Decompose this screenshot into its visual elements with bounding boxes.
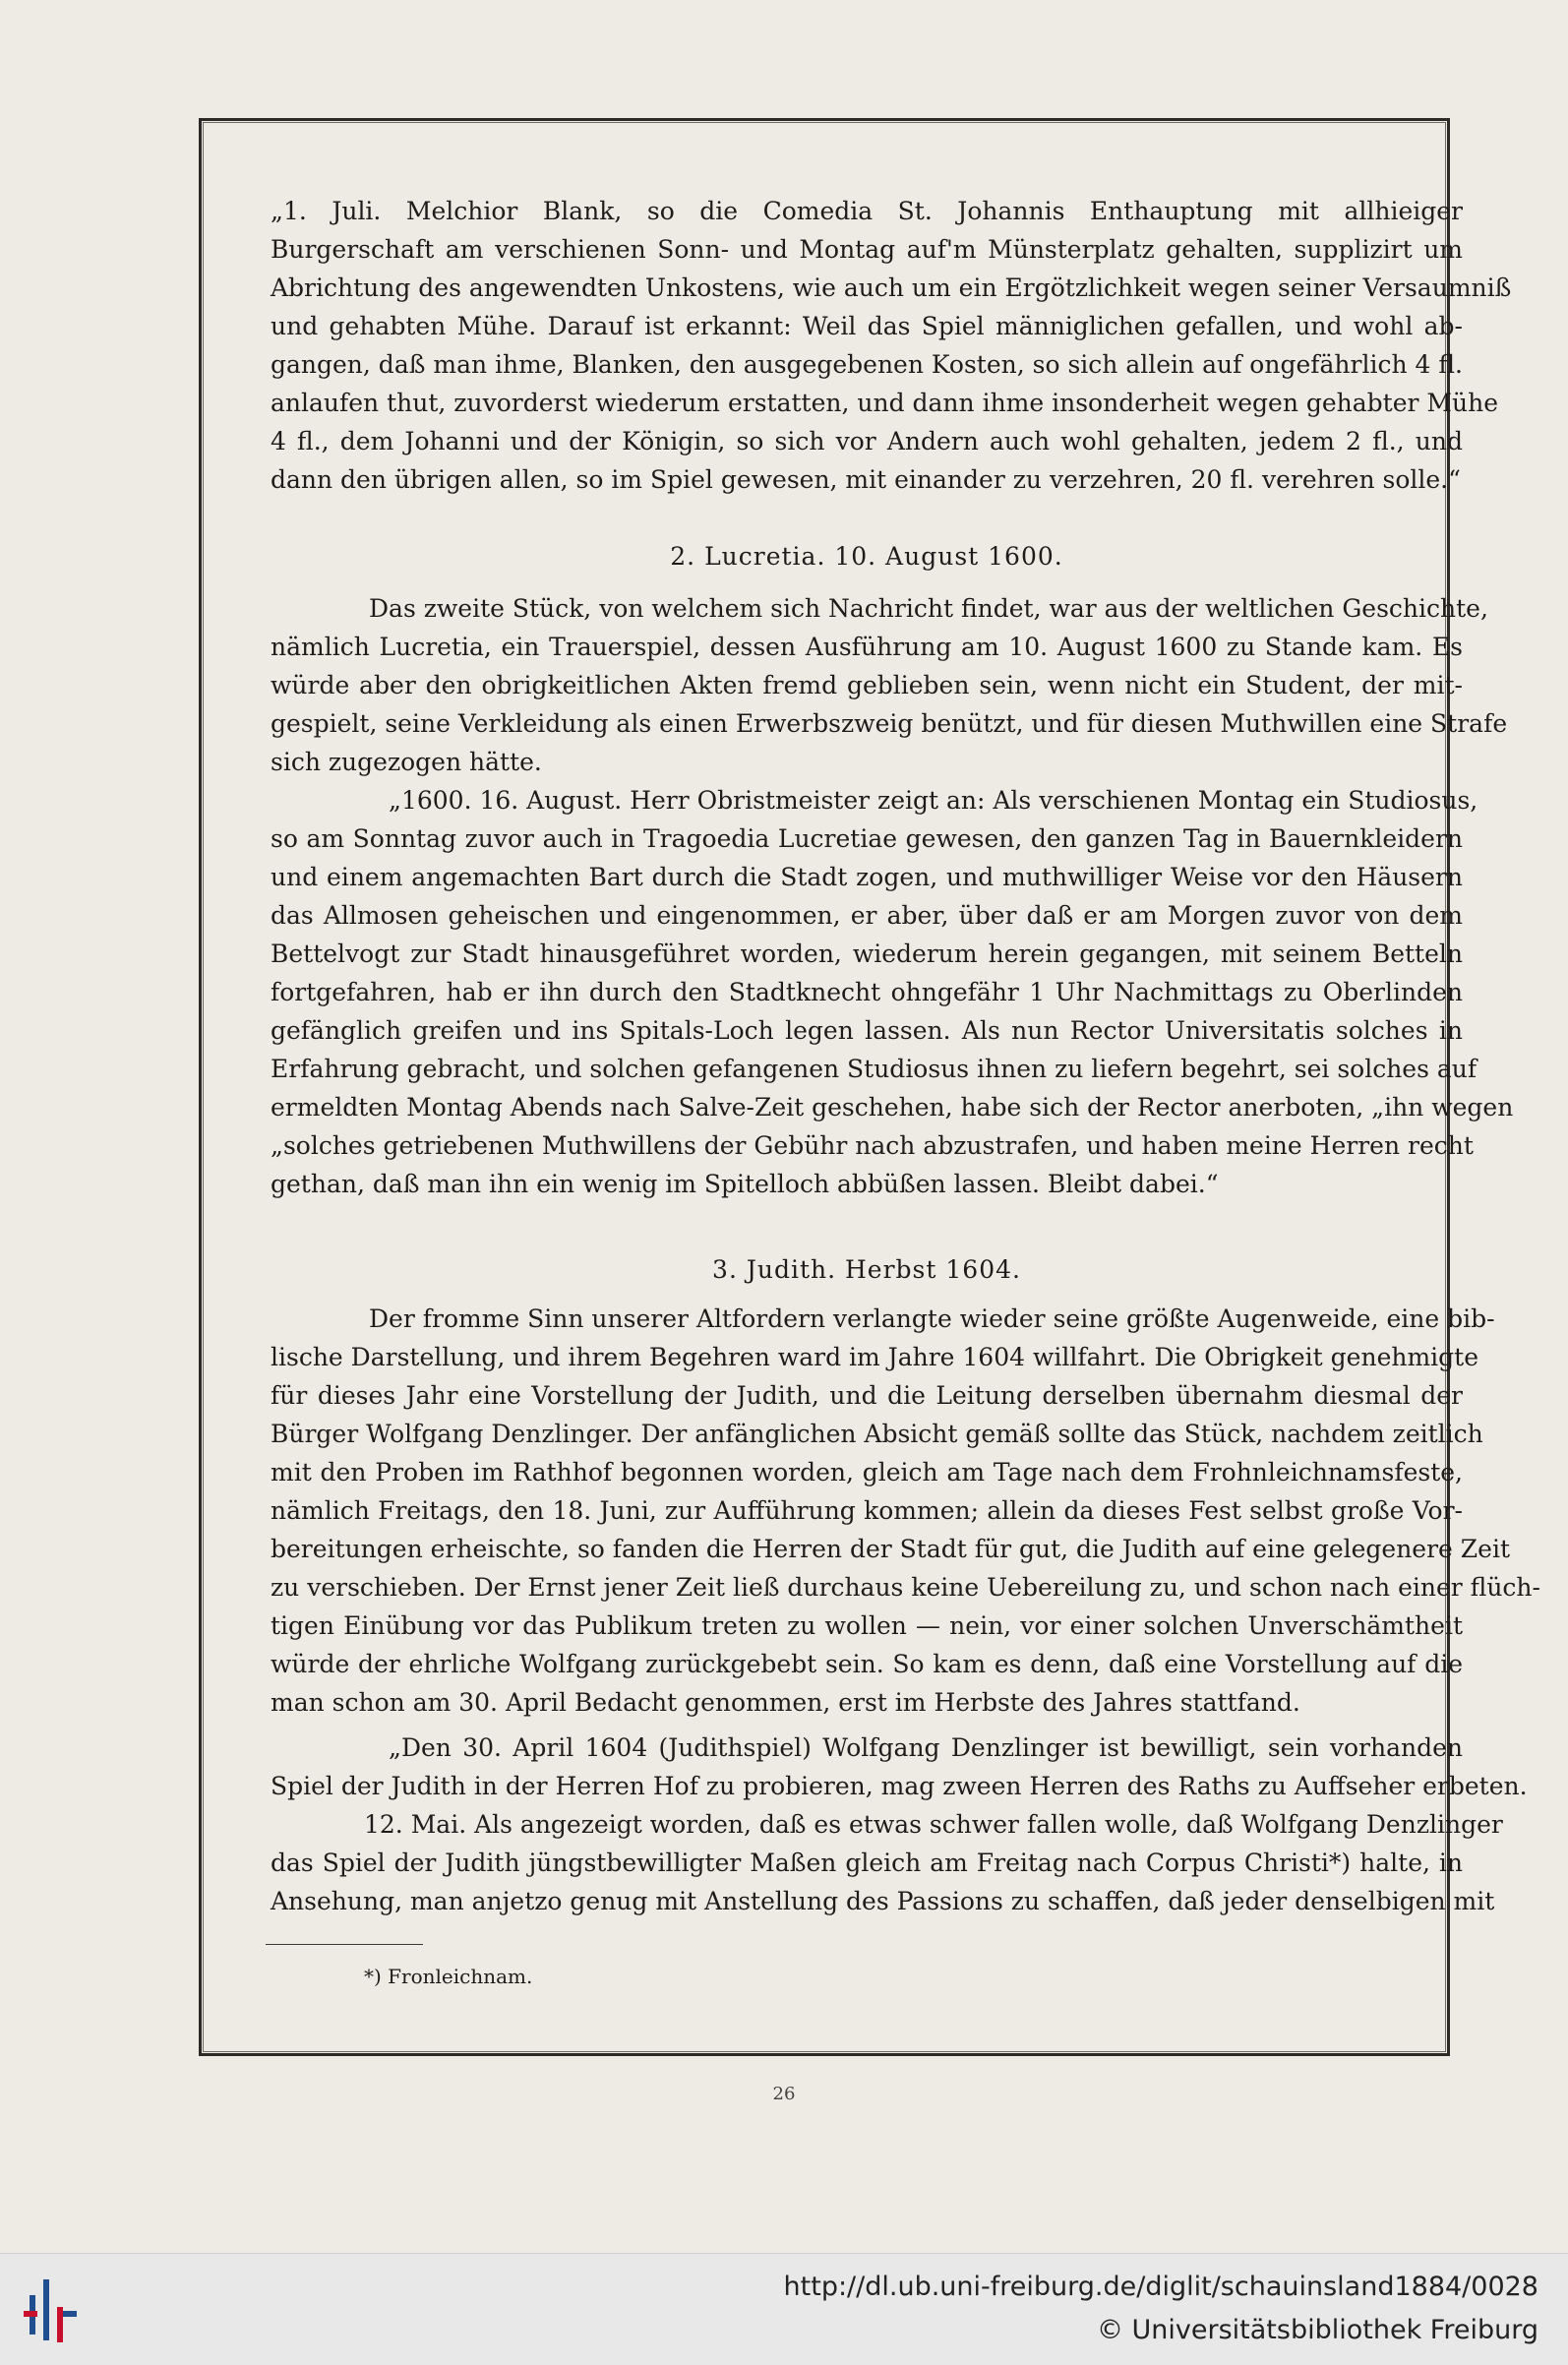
text-line: Ansehung, man anjetzo genug mit Anstellung des Passions zu schaffen, daß jeder denselbigen mit (271, 1887, 1495, 1915)
text-line: lische Darstellung, und ihrem Begehren ward im Jahre 1604 willfahrt. Die Obrigkeit genehmigte (271, 1343, 1479, 1371)
text-line: gangen, daß man ihme, Blanken, den ausgegebenen Kosten, so sich allein auf ongefährlich 4 fl. (271, 350, 1463, 379)
text-line: 12. Mai. Als angezeigt worden, daß es etwas schwer fallen wolle, daß Wolfgang Denzlinger (364, 1810, 1503, 1839)
text-line: würde aber den obrigkeitlichen Akten fremd geblieben sein, wenn nicht ein Student, der mit- (271, 671, 1463, 699)
page-number: 26 (772, 2084, 796, 2104)
text-line: und einem angemachten Bart durch die Stadt zogen, und muthwilliger Weise vor den Häusern (271, 863, 1463, 891)
text-line: „1. Juli. Melchior Blank, so die Comedia St. Johannis Enthauptung mit allhieiger (271, 197, 1463, 225)
text-line: ermeldten Montag Abends nach Salve-Zeit geschehen, habe sich der Rector anerboten, „ihn wegen (271, 1093, 1514, 1122)
text-line: Erfahrung gebracht, und solchen gefangenen Studiosus ihnen zu liefern begehrt, sei solches auf (271, 1055, 1478, 1083)
text-line: bereitungen erheischte, so fanden die Herren der Stadt für gut, die Judith auf eine gelegenere Zeit (271, 1535, 1510, 1563)
section-heading: 3. Judith. Herbst 1604. (712, 1255, 1021, 1284)
footnote: *) Fronleichnam. (364, 1965, 533, 1988)
text-line: „solches getriebenen Muthwillens der Gebühr nach abzustrafen, und haben meine Herren recht (271, 1131, 1474, 1160)
text-line: anlaufen thut, zuvorderst wiederum erstatten, und dann ihme insonderheit wegen gehabter Mühe (271, 389, 1499, 417)
text-line: tigen Einübung vor das Publikum treten zu wollen — nein, vor einer solchen Unverschämtheit (271, 1611, 1463, 1640)
text-line: „1600. 16. August. Herr Obristmeister zeigt an: Als verschienen Montag ein Studiosus, (389, 786, 1478, 815)
text-line: Der fromme Sinn unserer Altfordern verlangte wieder seine größte Augenweide, eine bib- (369, 1304, 1495, 1333)
text-line: nämlich Freitags, den 18. Juni, zur Aufführung kommen; allein da dieses Fest selbst große Vor- (271, 1496, 1463, 1525)
section-heading: 2. Lucretia. 10. August 1600. (670, 542, 1063, 571)
text-line: das Spiel der Judith jüngstbewilligter Maßen gleich am Freitag nach Corpus Christi*) halte, in (271, 1849, 1463, 1877)
text-line: Bettelvogt zur Stadt hinausgeführet worden, wiederum herein gegangen, mit seinem Betteln (271, 940, 1463, 968)
text-line: so am Sonntag zuvor auch in Tragoedia Lucretiae gewesen, den ganzen Tag in Bauernkleidern (271, 824, 1463, 853)
text-line: zu verschieben. Der Ernst jener Zeit ließ durchaus keine Uebereilung zu, und schon nach einer flüch- (271, 1573, 1540, 1602)
text-line: gethan, daß man ihn ein wenig im Spitelloch abbüßen lassen. Bleibt dabei.“ (271, 1170, 1219, 1198)
text-line: gefänglich greifen und ins Spitals-Loch legen lassen. Als nun Rector Universitatis solches in (271, 1016, 1463, 1045)
text-line: gespielt, seine Verkleidung als einen Erwerbszweig benützt, und für diesen Muthwillen eine Strafe (271, 709, 1508, 738)
text-line: und gehabten Mühe. Darauf ist erkannt: Weil das Spiel männiglichen gefallen, und wohl ab- (271, 312, 1463, 340)
text-line: Bürger Wolfgang Denzlinger. Der anfänglichen Absicht gemäß sollte das Stück, nachdem zeitlich (271, 1420, 1483, 1448)
text-line: für dieses Jahr eine Vorstellung der Judith, und die Leitung derselben übernahm diesmal der (271, 1381, 1463, 1410)
text-line: Abrichtung des angewendten Unkostens, wie auch um ein Ergötzlichkeit wegen seiner Versaumniß (271, 273, 1512, 302)
text-line: würde der ehrliche Wolfgang zurückgebebt sein. So kam es denn, daß eine Vorstellung auf die (271, 1650, 1463, 1678)
text-line: sich zugezogen hätte. (271, 748, 542, 776)
library-logo-icon (24, 2274, 100, 2346)
text-line: das Allmosen geheischen und eingenommen, er aber, über daß er am Morgen zuvor von dem (271, 901, 1463, 930)
copyright-text: © Universitätsbibliothek Freiburg (1096, 2315, 1538, 2345)
text-line: Das zweite Stück, von welchem sich Nachricht findet, war aus der weltlichen Geschichte, (369, 594, 1488, 623)
library-footer (0, 2253, 1568, 2365)
text-line: mit den Proben im Rathhof begonnen worden, gleich am Tage nach dem Frohnleichnamsfeste, (271, 1458, 1463, 1486)
source-url-link[interactable]: http://dl.ub.uni-freiburg.de/diglit/schauinsland1884/0028 (783, 2272, 1538, 2302)
text-line: Burgerschaft am verschienen Sonn- und Montag auf'm Münsterplatz gehalten, supplizirt um (271, 235, 1463, 264)
text-line: fortgefahren, hab er ihn durch den Stadtknecht ohngefähr 1 Uhr Nachmittags zu Oberlinden (271, 978, 1463, 1006)
text-line: man schon am 30. April Bedacht genommen, erst im Herbste des Jahres stattfand. (271, 1688, 1300, 1717)
text-line: Spiel der Judith in der Herren Hof zu probieren, mag zween Herren des Raths zu Auffseher erbeten. (271, 1772, 1528, 1800)
footnote-rule (266, 1944, 423, 1945)
text-line: „Den 30. April 1604 (Judithspiel) Wolfgang Denzlinger ist bewilligt, sein vorhanden (389, 1733, 1463, 1762)
text-line: 4 fl., dem Johanni und der Königin, so sich vor Andern auch wohl gehalten, jedem 2 fl., und (271, 427, 1463, 455)
text-line: nämlich Lucretia, ein Trauerspiel, dessen Ausführung am 10. August 1600 zu Stande kam. Es (271, 633, 1463, 661)
text-line: dann den übrigen allen, so im Spiel gewesen, mit einander zu verzehren, 20 fl. verehren solle.“ (271, 465, 1461, 494)
